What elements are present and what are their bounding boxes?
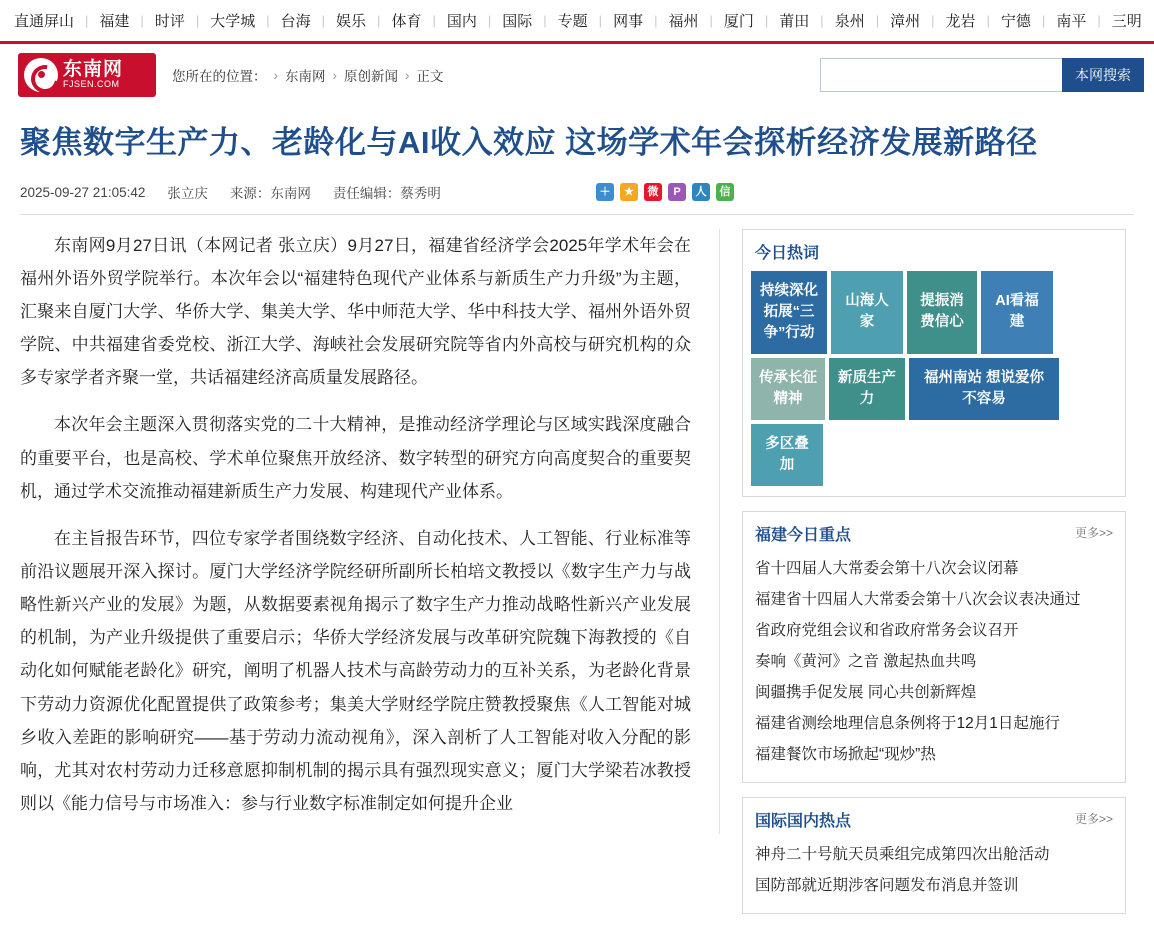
nav-separator: | [487,13,492,28]
logo-text-cn: 东南网 [63,59,124,81]
nav-item-14[interactable]: 泉州 [834,13,865,30]
logo-mark-icon [24,58,58,92]
article-paragraph: 在主旨报告环节，四位专家学者围绕数字经济、自动化技术、人工智能、行业标准等前沿议题展开深入探讨。厦门大学经济学院经研所副所长柏培文教授以《数字生产力与战略性新兴产业的发展》为题，从数据要素视角揭示了数字生产力推动战略性新兴产业发展的机制，为产业升级提供了重要启示；华侨大学经济发展与改革研究院魏下海教授的《自动化如何赋能老龄化》研究，阐明了机器人技术与高龄劳动力的互补关系，为老龄化背景下劳动力资源优化配置提供了政策参考；集美大学财经学院庄赞教授聚焦《人工智能对城乡收入差距的影响研究——基于劳动力流动视角》，深入剖析了人工智能对收入分配的影响，尤其对农村劳动力迁移意愿抑制机制的揭示具有强烈现实意义；厦门大学梁若冰教授则以《能力信号与市场准入：参与行业数字标准制定如何提升企业 [20,528,691,814]
weibo-icon[interactable]: 微 [644,183,662,201]
article-body [20,229,720,834]
nav-item-11[interactable]: 福州 [668,13,699,30]
hot-word-tag-3[interactable]: AI看福建 [981,271,1053,354]
article-paragraph: 东南网9月27日讯（本网记者 张立庆）9月27日，福建省经济学会2025年学术年会在福州外语外贸学院举行。本次年会以“福建特色现代产业体系与新质生产力升级”为主题，汇聚来自厦门大学、华侨大学、集美大学、华中师范大学、华中科技大学、福州外语外贸学院、中共福建省委党校、浙江大学、海峡社会发展研究院等省内外高校与研究机构的众多专家学者齐聚一堂，共话福建经济高质量发展路径。 [20,235,691,388]
nav-item-18[interactable]: 南平 [1056,13,1087,30]
fujian-focus-link-1[interactable]: 福建省十四届人大常委会第十八次会议表决通过 [755,590,1081,608]
hot-word-tag-6[interactable]: 福州南站 想说爱你不容易 [909,358,1059,420]
hot-words-title: 今日热词 [755,244,820,262]
article-paragraph: 本次年会主题深入贯彻落实党的二十大精神，是推动经济学理论与区域实践深度融合的重要平台，也是高校、学术单位聚焦开放经济、数字转型的研究方向高度契合的重要契机，通过学术交流推动福建新质生产力发展、构建现代产业体系。 [20,415,691,501]
article-source: 来源：东南网 [229,186,311,202]
article-editor: 责任编辑：蔡秀明 [332,186,441,202]
content-area [0,229,1154,928]
nav-item-12[interactable]: 厦门 [723,13,754,30]
nav-item-1[interactable]: 福建 [99,13,130,30]
hot-word-tag-2[interactable]: 提振消费信心 [907,271,977,354]
breadcrumb-separator-0: › [273,67,278,83]
favorite-star-icon[interactable]: ★ [620,183,638,201]
search-input[interactable] [820,58,1062,92]
nav-separator: | [85,13,89,28]
fujian-focus-link-0[interactable]: 省十四届人大常委会第十八次会议闭幕 [755,559,1019,577]
nav-item-7[interactable]: 国内 [446,13,477,30]
nav-item-19[interactable]: 三明 [1111,13,1142,30]
intl-focus-title: 国际国内热点 更多>> [755,811,1113,830]
intl-focus-links [743,839,1125,913]
hot-word-tag-7[interactable]: 多区叠加 [751,424,823,486]
site-logo[interactable] [18,53,156,97]
article-title-area [0,106,1154,165]
hot-word-tag-5[interactable]: 新质生产力 [829,358,905,420]
fujian-focus-title: 福建今日重点 更多>> [755,525,1113,544]
wechat-icon[interactable]: 信 [716,183,734,201]
nav-item-8[interactable]: 国际 [502,13,533,30]
breadcrumb-label: 您所在的位置： [172,69,267,84]
nav-separator: | [321,13,326,28]
fujian-focus-more-link[interactable]: 更多>> [1074,525,1113,540]
hot-word-tag-1[interactable]: 山海人家 [831,271,903,354]
hot-word-tag-4[interactable]: 传承长征精神 [751,358,825,420]
nav-item-0[interactable]: 直通屏山 [14,13,75,30]
logo-text-en: FJSEN.COM [63,79,120,90]
nav-item-9[interactable]: 专题 [557,13,588,30]
article-meta [20,181,1134,215]
nav-item-16[interactable]: 龙岩 [945,13,976,30]
share-plus-icon[interactable]: ＋ [596,183,614,201]
nav-item-4[interactable]: 台海 [280,13,311,30]
sidebar [742,229,1126,928]
article-datetime: 2025-09-27 21:05:42 [20,184,146,200]
intl-focus-link-1[interactable]: 国防部就近期涉客问题发布消息并签训 [755,876,1019,894]
breadcrumb-item-2[interactable]: 正文 [416,69,444,84]
site-header [0,44,1154,106]
douban-icon[interactable]: 人 [692,183,710,201]
fujian-focus-link-4[interactable]: 闽疆携手促发展 同心共创新辉煌 [755,683,977,701]
nav-separator: | [820,13,824,28]
hot-word-tag-0[interactable]: 持续深化拓展“三争”行动 [751,271,827,354]
breadcrumb-item-0[interactable]: 东南网 [285,69,326,84]
fujian-focus-link-6[interactable]: 福建餐饮市场掀起“现炒”热 [755,745,936,763]
nav-item-2[interactable]: 时评 [154,13,185,30]
fujian-focus-link-2[interactable]: 省政府党组会议和省政府常务会议召开 [755,621,1019,639]
nav-item-5[interactable]: 娱乐 [336,13,367,30]
nav-item-3[interactable]: 大学城 [210,13,256,30]
intl-focus-link-0[interactable]: 神舟二十号航天员乘组完成第四次出舱活动 [755,845,1050,863]
nav-item-10[interactable]: 网事 [613,13,644,30]
nav-separator: | [140,13,144,28]
breadcrumb-item-1[interactable]: 原创新闻 [344,69,398,84]
fujian-focus-panel [742,511,1126,783]
breadcrumb-separator-2: › [405,67,410,83]
hot-words-panel [742,229,1126,497]
article-author: 张立庆 [167,186,208,202]
nav-separator: | [986,13,990,28]
nav-separator: | [1041,13,1046,28]
nav-separator: | [598,13,603,28]
nav-separator: | [195,13,200,28]
nav-separator: | [764,13,769,28]
nav-item-17[interactable]: 宁德 [1000,13,1031,30]
nav-separator: | [875,13,880,28]
pinterest-icon[interactable]: P [668,183,686,201]
nav-separator: | [654,13,658,28]
breadcrumb [172,65,444,85]
nav-separator: | [1097,13,1101,28]
nav-item-6[interactable]: 体育 [391,13,422,30]
fujian-focus-link-3[interactable]: 奏响《黄河》之音 激起热血共鸣 [755,652,977,670]
hot-words-grid [743,271,1125,496]
share-bar [596,183,1134,201]
nav-separator: | [377,13,381,28]
breadcrumb-separator-1: › [332,67,337,83]
nav-separator: | [931,13,935,28]
nav-item-15[interactable]: 漳州 [890,13,921,30]
search-area [820,58,1144,92]
intl-focus-panel [742,797,1126,914]
page-title: 聚焦数字生产力、老龄化与AI收入效应 这场学术年会探析经济发展新路径 [20,125,1038,160]
search-button[interactable]: 本网搜索 [1062,58,1144,92]
nav-separator: | [709,13,713,28]
nav-item-13[interactable]: 莆田 [779,13,810,30]
fujian-focus-links [743,553,1125,782]
fujian-focus-link-5[interactable]: 福建省测绘地理信息条例将于12月1日起施行 [755,714,1060,732]
top-navigation [0,0,1154,44]
nav-separator: | [543,13,547,28]
nav-separator: | [266,13,270,28]
intl-focus-more-link[interactable]: 更多>> [1074,811,1113,826]
nav-separator: | [432,13,436,28]
